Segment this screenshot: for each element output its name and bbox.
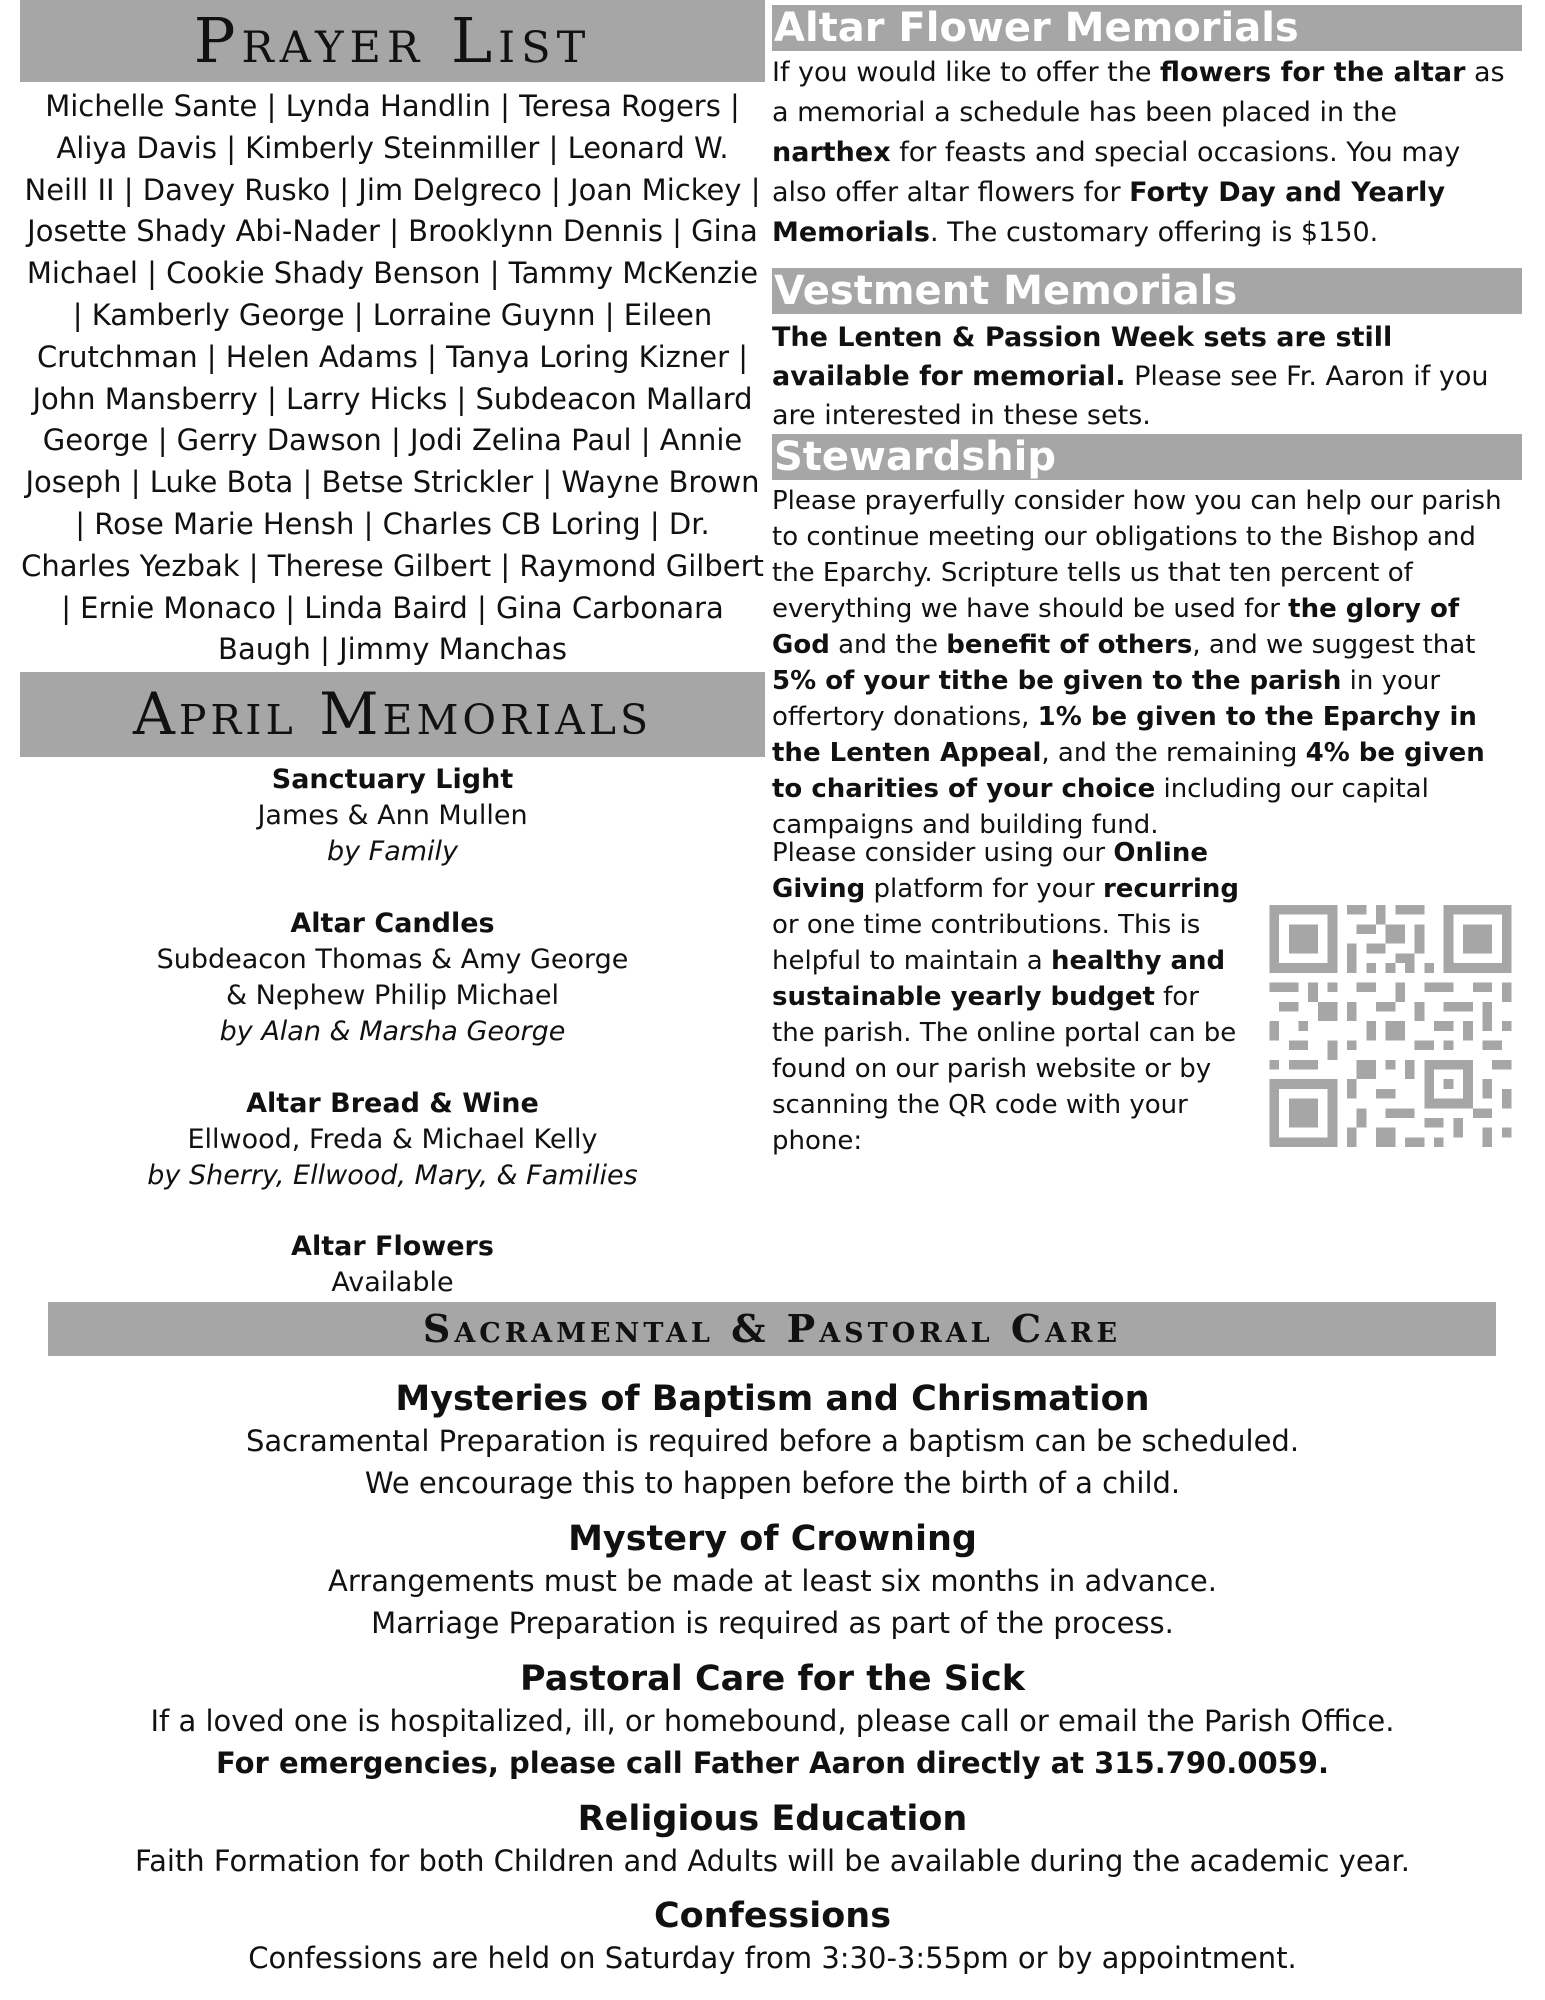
- memorial-names: Subdeacon Thomas & Amy George: [156, 944, 629, 975]
- memorial-title: Altar Flowers: [291, 1231, 494, 1262]
- stewardship-heading: Stewardship: [774, 434, 1056, 480]
- vestment-heading: Vestment Memorials: [774, 268, 1238, 314]
- vestment-text: The Lenten & Passion Week sets are still available for memorial. Please see Fr. Aaron if you are interested in these sets.: [772, 322, 1489, 431]
- care-emergency-line: For emergencies, please call Father Aaron directly at 315.790.0059.: [215, 1746, 1330, 1780]
- memorial-title: Sanctuary Light: [271, 764, 514, 795]
- care-sick: [0, 1658, 1545, 1784]
- memorial-altar-candles: [20, 906, 765, 1050]
- qr-code-icon[interactable]: [1268, 905, 1513, 1147]
- care-line: If a loved one is hospitalized, ill, or homebound, please call or email the Parish Office.: [150, 1704, 1395, 1738]
- care-line: Arrangements must be made at least six months in advance.: [328, 1564, 1217, 1598]
- care-line: Faith Formation for both Children and Adults will be available during the academic year.: [135, 1844, 1410, 1878]
- memorial-altar-bread-wine: [20, 1086, 765, 1194]
- april-memorials-title: April Memorials: [132, 680, 653, 748]
- altar-flower-heading: Altar Flower Memorials: [774, 5, 1299, 51]
- memorial-sanctuary-light: [20, 762, 765, 870]
- care-line: Sacramental Preparation is required before a baptism can be scheduled.: [245, 1424, 1300, 1458]
- care-heading: Confessions: [653, 1896, 892, 1936]
- memorial-names: Available: [331, 1267, 454, 1298]
- stewardship-paragraph-2: Please consider using our Online Giving platform for your recurring or one time contributions. This is helpful to maintain a healthy and sustainable yearly budget for the parish. The online portal can be found on our parish website or by scanning the QR code with your phone:: [772, 838, 1240, 1156]
- memorial-altar-flowers: [20, 1229, 765, 1301]
- care-heading: Mysteries of Baptism and Chrismation: [395, 1379, 1150, 1419]
- memorial-names: & Nephew Philip Michael: [225, 980, 559, 1011]
- memorial-title: Altar Bread & Wine: [246, 1088, 539, 1119]
- care-line: We encourage this to happen before the birth of a child.: [364, 1466, 1181, 1500]
- prayer-list-title: Prayer List: [193, 4, 592, 77]
- prayer-list-names: Michelle Sante | Lynda Handlin | Teresa Rogers | Aliya Davis | Kimberly Steinmiller | Leonard W. Neill II | Davey Rusko | Jim Delgreco | Joan Mickey | Josette Shady Abi-Nader | Brooklynn Dennis | Gina Michael | Cookie Shady Benson | Tammy McKenzie | Kamberly George | Lorraine Guynn | Eileen Crutchman | Helen Adams | Tanya Loring Kizner | John Mansberry | Larry Hicks | Subdeacon Mallard George | Gerry Dawson | Jodi Zelina Paul | Annie Joseph | Luke Bota | Betse Strickler | Wayne Brown | Rose Marie Hensh | Charles CB Loring | Dr. Charles Yezbak | Therese Gilbert | Raymond Gilbert | Ernie Monaco | Linda Baird | Gina Carbonara Baugh | Jimmy Manchas: [21, 89, 764, 667]
- care-heading: Religious Education: [577, 1799, 968, 1839]
- care-crowning: [0, 1518, 1545, 1644]
- stewardship-paragraph-1: Please prayerfully consider how you can help our parish to continue meeting our obligations to the Bishop and the Eparchy. Scripture tells us that ten percent of everything we have should be used for the glory of God and the benefit of others, and we suggest that 5% of your tithe be given to the parish in your offertory donations, 1% be given to the Eparchy in the Lenten Appeal, and the remaining 4% be given to charities of your choice including our capital campaigns and building fund.: [772, 486, 1502, 840]
- memorial-donor: by Sherry, Ellwood, Mary, & Families: [147, 1160, 638, 1191]
- altar-flower-text: If you would like to offer the flowers for the altar as a memorial a schedule has been placed in the narthex for feasts and special occasions. You may also offer altar flowers for Forty Day and Yearly Memorials. The customary offering is $150.: [772, 57, 1505, 248]
- april-memorials-banner: [20, 672, 765, 757]
- care-line: Confessions are held on Saturday from 3:30-3:55pm or by appointment.: [248, 1941, 1297, 1975]
- care-line: Marriage Preparation is required as part of the process.: [371, 1606, 1174, 1640]
- memorial-names: James & Ann Mullen: [257, 800, 528, 831]
- care-title: Sacramental & Pastoral Care: [422, 1306, 1122, 1351]
- prayer-list-banner: [20, 0, 765, 82]
- vestment-banner: [772, 268, 1522, 314]
- care-baptism: [0, 1378, 1545, 1504]
- memorial-names: Ellwood, Freda & Michael Kelly: [187, 1124, 598, 1155]
- stewardship-banner: [772, 434, 1522, 480]
- care-religious-education: [0, 1798, 1545, 1882]
- altar-flower-banner: [772, 5, 1522, 51]
- memorial-title: Altar Candles: [290, 908, 495, 939]
- memorial-donor: by Alan & Marsha George: [219, 1016, 566, 1047]
- care-confessions: [0, 1895, 1545, 1979]
- care-heading: Mystery of Crowning: [568, 1519, 977, 1559]
- memorial-donor: by Family: [326, 836, 459, 867]
- care-banner: [48, 1302, 1496, 1356]
- care-heading: Pastoral Care for the Sick: [519, 1659, 1025, 1699]
